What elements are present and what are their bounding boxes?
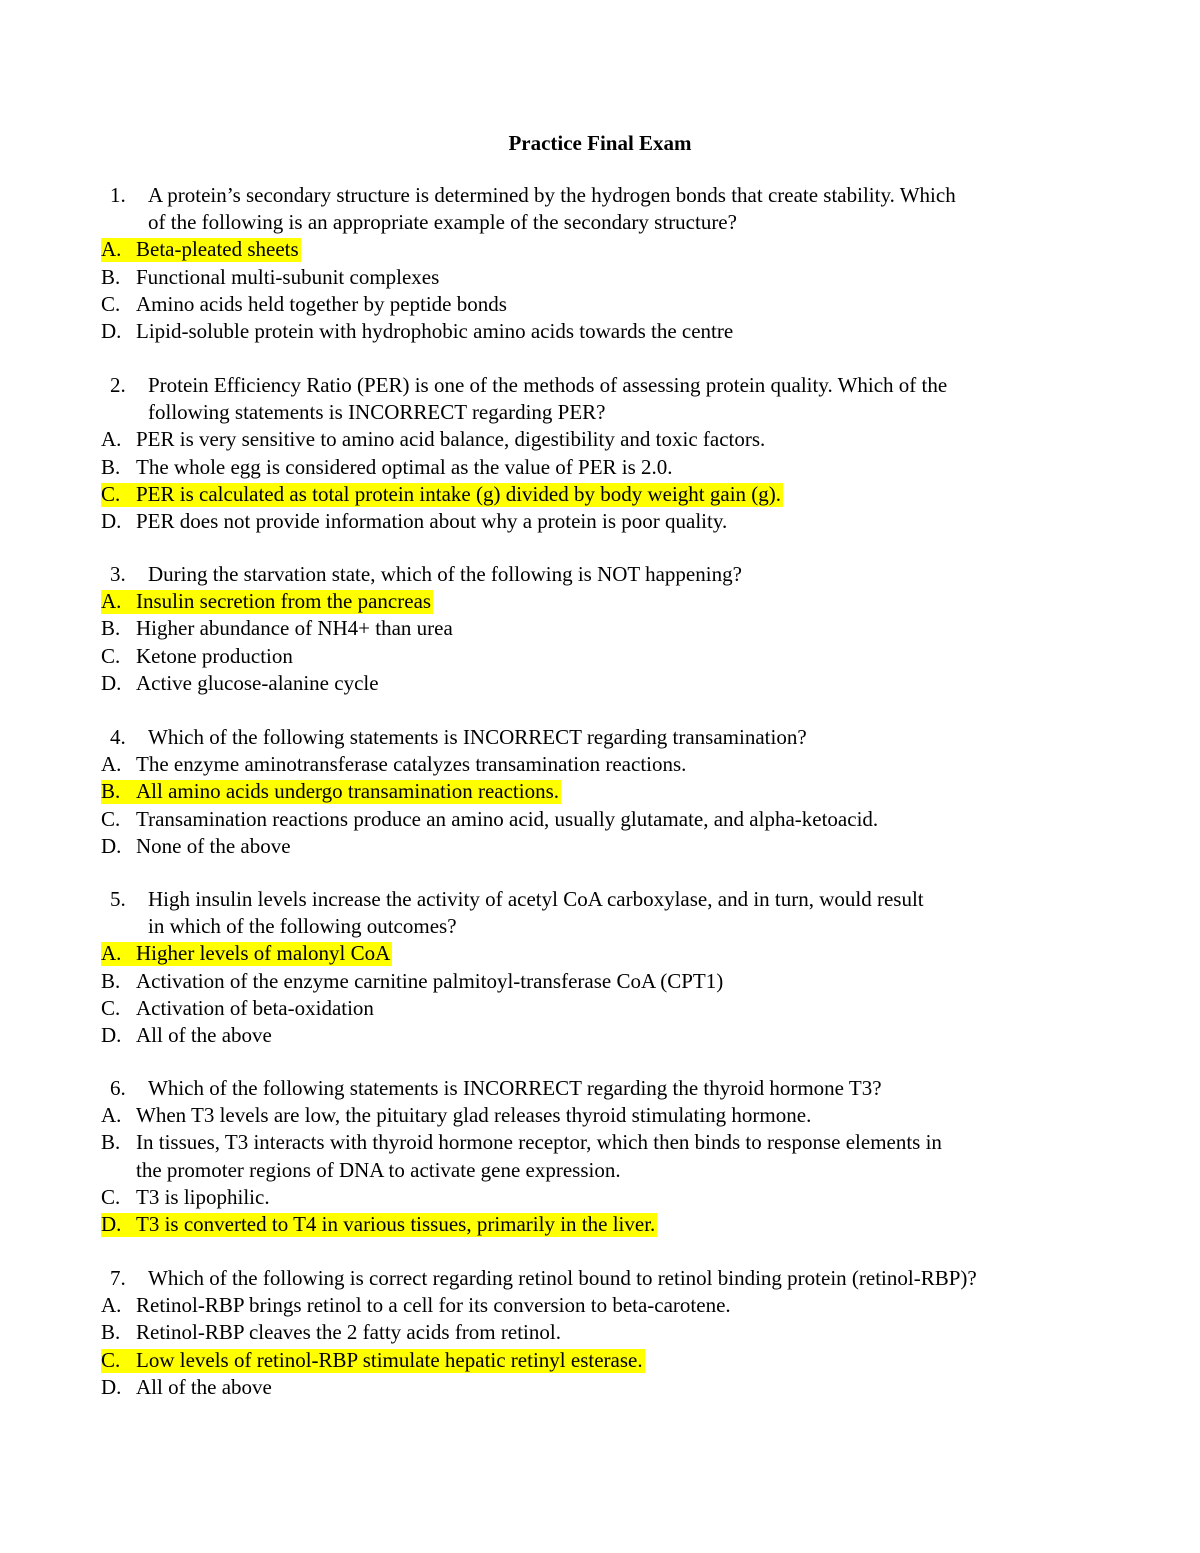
question-block (0, 1265, 1200, 1401)
option-text: All of the above (136, 1374, 272, 1399)
question-number: 7. (110, 1266, 126, 1290)
answer-option (0, 968, 1200, 995)
answer-option (0, 264, 1200, 291)
option-text: Activation of the enzyme carnitine palmitoyl-transferase CoA (CPT1) (136, 968, 724, 993)
question-text: of the following is an appropriate example of the secondary structure? (148, 210, 737, 235)
option-letter: A. (101, 589, 122, 614)
option-text: Ketone production (136, 643, 293, 668)
option-letter: C. (101, 995, 121, 1020)
option-letter: C. (101, 643, 121, 668)
option-letter: B. (101, 1320, 121, 1345)
option-letter: B. (101, 1130, 121, 1155)
question-line (0, 913, 1200, 940)
question-text: Which of the following statements is INCORRECT regarding transamination? (148, 725, 807, 749)
option-letter: C. (101, 1347, 121, 1372)
question-block (0, 372, 1200, 535)
question-block (0, 561, 1200, 697)
option-letter: D. (101, 508, 122, 533)
question-line (0, 886, 1200, 913)
option-text: Retinol-RBP cleaves the 2 fatty acids from retinol. (136, 1320, 561, 1345)
option-text: T3 is converted to T4 in various tissues, primarily in the liver. (136, 1211, 656, 1236)
question-line (0, 182, 1200, 209)
answer-option (0, 426, 1200, 453)
question-text: Which of the following statements is INCORRECT regarding the thyroid hormone T3? (148, 1076, 882, 1100)
question-line (0, 1265, 1200, 1292)
answer-option-highlighted (0, 1347, 1200, 1374)
answer-option (0, 1157, 1200, 1184)
option-letter: C. (101, 291, 121, 316)
question-text: Which of the following is correct regarding retinol bound to retinol binding protein (retinol-RBP)? (148, 1266, 977, 1290)
option-text: Low levels of retinol-RBP stimulate hepatic retinyl esterase. (136, 1347, 643, 1372)
option-text: PER is very sensitive to amino acid balance, digestibility and toxic factors. (136, 427, 766, 452)
option-text: PER is calculated as total protein intake (g) divided by body weight gain (g). (136, 481, 782, 506)
question-line (0, 399, 1200, 426)
question-line (0, 372, 1200, 399)
answer-option-highlighted (0, 481, 1200, 508)
option-text: In tissues, T3 interacts with thyroid hormone receptor, which then binds to response elements in (136, 1130, 942, 1155)
option-letter: D. (101, 1022, 122, 1047)
option-letter: B. (101, 779, 121, 804)
option-letter: B. (101, 454, 121, 479)
option-text: The whole egg is considered optimal as the value of PER is 2.0. (136, 454, 673, 479)
option-text: When T3 levels are low, the pituitary glad releases thyroid stimulating hormone. (136, 1103, 812, 1128)
answer-option-highlighted (0, 778, 1200, 805)
option-letter: D. (101, 1211, 122, 1236)
question-number: 4. (110, 725, 126, 749)
question-line (0, 1075, 1200, 1102)
option-letter: B. (101, 616, 121, 641)
option-letter: A. (101, 752, 122, 777)
option-letter: A. (101, 1103, 122, 1128)
question-number: 3. (110, 562, 126, 586)
answer-option-highlighted (0, 1211, 1200, 1238)
option-text: Lipid-soluble protein with hydrophobic amino acids towards the centre (136, 318, 734, 343)
answer-option (0, 643, 1200, 670)
question-text: During the starvation state, which of the following is NOT happening? (148, 562, 742, 586)
option-letter: B. (101, 264, 121, 289)
question-text: A protein’s secondary structure is determined by the hydrogen bonds that create stability. Which (148, 183, 956, 207)
option-text: Beta-pleated sheets (136, 237, 299, 262)
answer-option (0, 833, 1200, 860)
page-title: Practice Final Exam (508, 131, 692, 155)
answer-option (0, 1292, 1200, 1319)
question-text: High insulin levels increase the activity of acetyl CoA carboxylase, and in turn, would result (148, 887, 924, 911)
question-block (0, 886, 1200, 1049)
option-letter: D. (101, 1374, 122, 1399)
answer-option (0, 1319, 1200, 1346)
question-line (0, 561, 1200, 588)
answer-option (0, 1184, 1200, 1211)
answer-option (0, 1102, 1200, 1129)
option-letter: A. (101, 237, 122, 262)
answer-option (0, 615, 1200, 642)
option-text: All amino acids undergo transamination reactions. (136, 779, 560, 804)
option-letter: C. (101, 1184, 121, 1209)
option-letter: D. (101, 833, 122, 858)
answer-option (0, 1129, 1200, 1156)
option-letter: A. (101, 427, 122, 452)
question-line (0, 209, 1200, 236)
option-letter: C. (101, 481, 121, 506)
option-text: The enzyme aminotransferase catalyzes transamination reactions. (136, 752, 687, 777)
option-text: Functional multi-subunit complexes (136, 264, 440, 289)
answer-option-highlighted (0, 236, 1200, 263)
question-number: 6. (110, 1076, 126, 1100)
option-text: Active glucose-alanine cycle (136, 670, 379, 695)
answer-option (0, 291, 1200, 318)
option-text: Activation of beta-oxidation (136, 995, 374, 1020)
option-text: the promoter regions of DNA to activate gene expression. (136, 1157, 621, 1182)
answer-option (0, 318, 1200, 345)
option-letter: C. (101, 806, 121, 831)
answer-option (0, 751, 1200, 778)
option-text: Higher abundance of NH4+ than urea (136, 616, 453, 641)
question-number: 5. (110, 887, 126, 911)
question-number: 1. (110, 183, 126, 207)
answer-option (0, 806, 1200, 833)
question-number: 2. (110, 373, 126, 397)
answer-option (0, 508, 1200, 535)
question-block (0, 182, 1200, 345)
option-letter: D. (101, 318, 122, 343)
answer-option (0, 1022, 1200, 1049)
answer-option-highlighted (0, 588, 1200, 615)
question-block (0, 1075, 1200, 1238)
answer-option (0, 1374, 1200, 1401)
option-text: Amino acids held together by peptide bonds (136, 291, 507, 316)
answer-option-highlighted (0, 940, 1200, 967)
answer-option (0, 995, 1200, 1022)
question-block (0, 724, 1200, 860)
answer-option (0, 670, 1200, 697)
option-letter: A. (101, 941, 122, 966)
option-text: None of the above (136, 833, 291, 858)
question-text: following statements is INCORRECT regarding PER? (148, 400, 606, 425)
option-text: Higher levels of malonyl CoA (136, 941, 391, 966)
question-text: in which of the following outcomes? (148, 914, 457, 939)
answer-option (0, 454, 1200, 481)
option-letter: B. (101, 968, 121, 993)
option-text: PER does not provide information about why a protein is poor quality. (136, 508, 728, 533)
option-text: Transamination reactions produce an amino acid, usually glutamate, and alpha-ketoacid. (136, 806, 879, 831)
question-line (0, 724, 1200, 751)
question-text: Protein Efficiency Ratio (PER) is one of the methods of assessing protein quality. Which of the (148, 373, 948, 397)
option-text: T3 is lipophilic. (136, 1184, 270, 1209)
option-letter: D. (101, 670, 122, 695)
option-text: Insulin secretion from the pancreas (136, 589, 432, 614)
option-text: All of the above (136, 1022, 272, 1047)
option-letter: A. (101, 1293, 122, 1318)
option-text: Retinol-RBP brings retinol to a cell for its conversion to beta-carotene. (136, 1293, 731, 1318)
